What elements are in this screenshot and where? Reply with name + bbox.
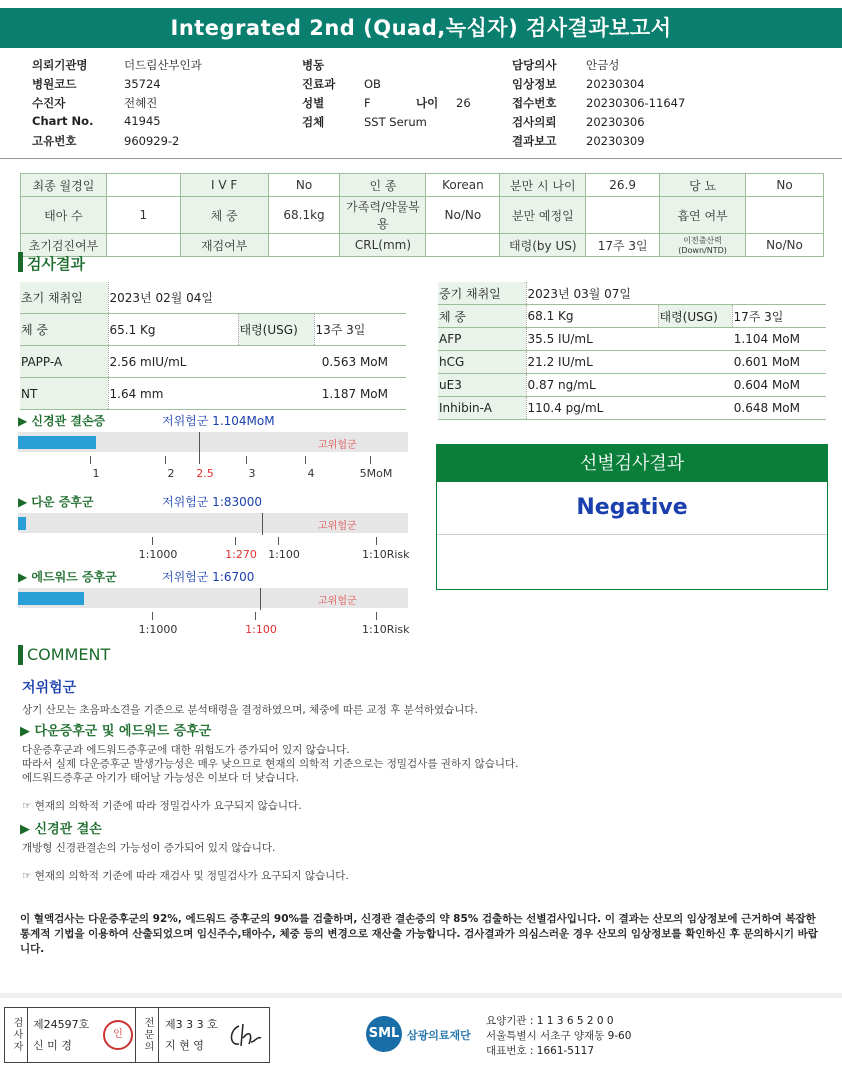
axis-tick-label: 3 bbox=[248, 467, 256, 480]
info-value: Korean bbox=[426, 174, 500, 197]
dept-label: 진료과 bbox=[302, 77, 336, 91]
axis-tick bbox=[278, 537, 279, 545]
info-label: 최종 월경일 bbox=[21, 174, 107, 197]
axis-tick-label: 1:1000 bbox=[138, 623, 178, 636]
age-value: 26 bbox=[456, 96, 471, 110]
screening-result-box bbox=[436, 444, 828, 590]
info-value: 26.9 bbox=[586, 174, 660, 197]
table-row bbox=[20, 346, 406, 378]
institution-value: 더드림산부인과 bbox=[124, 58, 202, 72]
footer-divider bbox=[0, 993, 842, 998]
clinical-info-table bbox=[20, 173, 824, 257]
papp-a-mom: 0.563 MoM bbox=[238, 346, 406, 378]
info-label: 분만 시 나이 bbox=[500, 174, 586, 197]
screening-label: 선별검사결과 bbox=[437, 445, 827, 482]
examiner-name: 신 미 경 bbox=[33, 1039, 72, 1052]
info-label: I V F bbox=[180, 174, 268, 197]
request-value: 20230306 bbox=[586, 115, 645, 129]
axis-tick-label: 5MoM bbox=[359, 467, 393, 480]
inhibin-a-label: Inhibin-A bbox=[438, 397, 526, 420]
axis-tick-label: 2 bbox=[167, 467, 175, 480]
comment-marker bbox=[18, 645, 23, 665]
axis-tick-label: 1 bbox=[92, 467, 100, 480]
info-label: 재검여부 bbox=[180, 234, 268, 257]
inhibin-a-value: 110.4 pg/mL bbox=[526, 397, 658, 420]
specimen-value: SST Serum bbox=[364, 115, 427, 129]
comment-line: 다운증후군과 에드워드증후군에 대한 위험도가 증가되어 있지 않습니다. bbox=[22, 744, 350, 756]
age-label: 나이 bbox=[416, 96, 439, 110]
table-row bbox=[20, 282, 406, 314]
info-value bbox=[106, 234, 180, 257]
high-risk-label: 고위험군 bbox=[318, 440, 357, 451]
info-value: No/No bbox=[746, 234, 824, 257]
results-title: 검사결과 bbox=[27, 255, 85, 273]
sex-value: F bbox=[364, 96, 371, 110]
first-date-value: 2023년 02월 04일 bbox=[108, 282, 406, 314]
first-date-label: 초기 채취일 bbox=[20, 282, 108, 314]
institution-label: 의뢰기관명 bbox=[32, 58, 88, 72]
table-row bbox=[438, 282, 826, 305]
ue3-mom: 0.604 MoM bbox=[658, 374, 826, 397]
info-value bbox=[746, 197, 824, 234]
receipt-value: 20230306-11647 bbox=[586, 96, 686, 110]
comment-line: ☞ 현재의 의학적 기준에 따라 재검사 및 정밀검사가 요구되지 않습니다. bbox=[22, 870, 349, 882]
header-left bbox=[32, 57, 292, 152]
inhibin-a-mom: 0.648 MoM bbox=[658, 397, 826, 420]
table-row bbox=[438, 351, 826, 374]
high-risk-label: 고위험군 bbox=[318, 596, 357, 607]
axis-tick-label: 1:10Risk bbox=[362, 623, 410, 636]
report-label: 결과보고 bbox=[512, 134, 557, 148]
second-ga-label: 태령(USG) bbox=[658, 305, 732, 328]
table-row bbox=[438, 374, 826, 397]
table-row bbox=[20, 378, 406, 410]
nt-mom: 1.187 MoM bbox=[238, 378, 406, 410]
comment-line: 상기 산모는 초음파소견을 기준으로 분석태령을 결정하였으며, 체중에 따른 교정 후 분석하였습니다. bbox=[22, 704, 478, 716]
comment-heading-down: ▶ 다운증후군 및 에드워드 증후군 bbox=[20, 724, 212, 739]
second-date-label: 중기 채취일 bbox=[438, 282, 526, 305]
risk-fill bbox=[18, 592, 84, 605]
second-weight-label: 체 중 bbox=[438, 305, 526, 328]
risk-marker bbox=[262, 513, 263, 535]
examiner-label: 검사자 bbox=[5, 1008, 28, 1062]
hcg-value: 21.2 IU/mL bbox=[526, 351, 658, 374]
info-label: 인 종 bbox=[340, 174, 426, 197]
table-row bbox=[21, 197, 824, 234]
table-row bbox=[438, 397, 826, 420]
first-weight-value: 65.1 Kg bbox=[108, 314, 238, 346]
info-value bbox=[268, 234, 340, 257]
hcg-mom: 0.601 MoM bbox=[658, 351, 826, 374]
risk-fill bbox=[18, 517, 26, 530]
ward-label: 병동 bbox=[302, 58, 325, 72]
request-label: 검사의뢰 bbox=[512, 115, 557, 129]
risk-summary: 저위험군 1:6700 bbox=[162, 570, 255, 584]
info-value: No bbox=[268, 174, 340, 197]
info-value bbox=[586, 197, 660, 234]
patient-value: 전혜진 bbox=[124, 96, 158, 110]
company-address bbox=[486, 1014, 631, 1059]
specialist-name: 지 현 영 bbox=[165, 1039, 204, 1052]
chart-no-value: 41945 bbox=[124, 114, 161, 128]
report-title: Integrated 2nd (Quad,녹십자) 검사결과보고서 bbox=[0, 8, 842, 48]
clinical-value: 20230304 bbox=[586, 77, 645, 91]
first-ga-label: 태령(USG) bbox=[238, 314, 314, 346]
table-row bbox=[21, 174, 824, 197]
axis-tick bbox=[152, 612, 153, 620]
info-label: 가족력/약물복용 bbox=[340, 197, 426, 234]
axis-tick-label: 1:1000 bbox=[138, 548, 178, 561]
address-line: 대표번호 : 1661-5117 bbox=[486, 1045, 595, 1057]
seal-stamp: 인 bbox=[103, 1020, 133, 1050]
info-label: 태령(by US) bbox=[500, 234, 586, 257]
risk-title: ▶ 에드워드 증후군 bbox=[18, 570, 117, 584]
address-line: 요양기관 : 1 1 3 6 5 2 0 0 bbox=[486, 1015, 614, 1027]
axis-tick bbox=[370, 456, 371, 464]
axis-tick bbox=[235, 537, 236, 545]
axis-tick bbox=[165, 456, 166, 464]
second-ga-value: 17주 3일 bbox=[732, 305, 826, 328]
specimen-label: 검체 bbox=[302, 115, 325, 129]
axis-tick bbox=[305, 456, 306, 464]
axis-tick bbox=[255, 612, 256, 620]
table-row bbox=[438, 305, 826, 328]
risk-summary: 저위험군 1.104MoM bbox=[162, 414, 275, 428]
second-weight-value: 68.1 Kg bbox=[526, 305, 658, 328]
info-value: No bbox=[746, 174, 824, 197]
afp-label: AFP bbox=[438, 328, 526, 351]
ue3-value: 0.87 ng/mL bbox=[526, 374, 658, 397]
screening-result: Negative bbox=[437, 482, 827, 535]
risk-fill bbox=[18, 436, 96, 449]
id-value: 960929-2 bbox=[124, 134, 180, 148]
info-label: 분만 예정일 bbox=[500, 197, 586, 234]
axis-tick bbox=[90, 456, 91, 464]
info-label: 태아 수 bbox=[21, 197, 107, 234]
comment-heading-ntd: ▶ 신경관 결손 bbox=[20, 822, 102, 837]
header-right bbox=[512, 57, 812, 152]
first-weight-label: 체 중 bbox=[20, 314, 108, 346]
receipt-label: 접수번호 bbox=[512, 96, 557, 110]
hospital-code-value: 35724 bbox=[124, 77, 161, 91]
first-trimester-table bbox=[20, 282, 406, 410]
id-label: 고유번호 bbox=[32, 134, 77, 148]
second-date-value: 2023년 03월 07일 bbox=[526, 282, 826, 305]
sex-label: 성별 bbox=[302, 96, 325, 110]
sml-logo: SML bbox=[366, 1016, 402, 1052]
info-label: 이전출산력 (Down/NTD) bbox=[660, 234, 746, 257]
info-value: 17주 3일 bbox=[586, 234, 660, 257]
header-divider bbox=[0, 158, 842, 159]
examiner-number: 제24597호 bbox=[33, 1018, 90, 1031]
info-value: 1 bbox=[106, 197, 180, 234]
comment-title: COMMENT bbox=[27, 645, 111, 664]
address-line: 서울특별시 서초구 양재동 9-60 bbox=[486, 1030, 632, 1042]
afp-value: 35.5 IU/mL bbox=[526, 328, 658, 351]
papp-a-value: 2.56 mIU/mL bbox=[108, 346, 238, 378]
risk-summary: 저위험군 1:83000 bbox=[162, 495, 263, 509]
signature-box bbox=[4, 1007, 270, 1063]
risk-marker bbox=[260, 588, 261, 610]
comment-line: 에드워드증후군 아기가 태어날 가능성은 이보다 더 낮습니다. bbox=[22, 772, 299, 784]
axis-tick bbox=[376, 612, 377, 620]
patient-label: 수진자 bbox=[32, 96, 66, 110]
hospital-code-label: 병원코드 bbox=[32, 77, 77, 91]
papp-a-label: PAPP-A bbox=[20, 346, 108, 378]
signature-icon bbox=[227, 1022, 263, 1050]
hcg-label: hCG bbox=[438, 351, 526, 374]
chart-no-label: Chart No. bbox=[32, 114, 94, 128]
afp-mom: 1.104 MoM bbox=[658, 328, 826, 351]
table-row bbox=[20, 314, 406, 346]
axis-tick-label: 1:100 bbox=[268, 548, 300, 561]
info-label: 체 중 bbox=[180, 197, 268, 234]
first-ga-value: 13주 3일 bbox=[314, 314, 406, 346]
low-risk-heading: 저위험군 bbox=[22, 680, 77, 696]
table-row bbox=[438, 328, 826, 351]
report-value: 20230309 bbox=[586, 134, 645, 148]
info-label: 초기검진여부 bbox=[21, 234, 107, 257]
comment-line: 따라서 실제 다운증후군 발생가능성은 매우 낮으므로 현재의 의학적 기준으로는 정밀검사를 권하지 않습니다. bbox=[22, 758, 519, 770]
axis-tick-label: 1:270 bbox=[225, 548, 257, 561]
comment-line: ☞ 현재의 의학적 기준에 따라 정밀검사가 요구되지 않습니다. bbox=[22, 800, 302, 812]
second-trimester-table bbox=[438, 282, 826, 420]
axis-tick-label: 1:100 bbox=[245, 623, 277, 636]
high-risk-label: 고위험군 bbox=[318, 521, 357, 532]
axis-tick bbox=[152, 537, 153, 545]
company-name: 삼광의료재단 bbox=[407, 1029, 471, 1042]
header-middle bbox=[302, 57, 502, 133]
doctor-value: 안금성 bbox=[586, 58, 620, 72]
info-value: 68.1kg bbox=[268, 197, 340, 234]
axis-tick bbox=[376, 537, 377, 545]
info-value bbox=[426, 234, 500, 257]
risk-title: ▶ 다운 증후군 bbox=[18, 495, 94, 509]
axis-tick-label: 1:10Risk bbox=[362, 548, 410, 561]
info-value: No/No bbox=[426, 197, 500, 234]
axis-tick-label: 2.5 bbox=[196, 467, 214, 480]
table-row bbox=[21, 234, 824, 257]
notice-text: 이 혈액검사는 다운증후군의 92%, 에드워드 증후군의 90%를 검출하며, 신경관 결손증의 약 85% 검출하는 선별검사입니다. 이 결과는 산모의 임상정보에 근거하여 복잡한 통계적 기법을 이용하여 산출되었으며 임신주수,태아수, 체중 등의 변경으로 재산출 가능합니다. 검사결과가 의심스러운 경우 산모의 임상정보를 확인하신 후 문의하시기 바랍니다. bbox=[20, 913, 818, 955]
info-label: CRL(mm) bbox=[340, 234, 426, 257]
axis-tick bbox=[199, 456, 200, 464]
specialist-label: 전문의 bbox=[135, 1008, 159, 1062]
ue3-label: uE3 bbox=[438, 374, 526, 397]
nt-label: NT bbox=[20, 378, 108, 410]
clinical-label: 임상정보 bbox=[512, 77, 557, 91]
nt-value: 1.64 mm bbox=[108, 378, 238, 410]
risk-title: ▶ 신경관 결손증 bbox=[18, 414, 106, 428]
axis-tick bbox=[246, 456, 247, 464]
info-label: 흡연 여부 bbox=[660, 197, 746, 234]
doctor-label: 담당의사 bbox=[512, 58, 557, 72]
section-marker bbox=[18, 252, 23, 272]
info-value bbox=[106, 174, 180, 197]
dept-value: OB bbox=[364, 77, 381, 91]
specialist-number: 제3 3 3 호 bbox=[165, 1018, 218, 1031]
info-label: 당 뇨 bbox=[660, 174, 746, 197]
comment-line: 개방형 신경관결손의 가능성이 증가되어 있지 않습니다. bbox=[22, 842, 276, 854]
axis-tick-label: 4 bbox=[307, 467, 315, 480]
